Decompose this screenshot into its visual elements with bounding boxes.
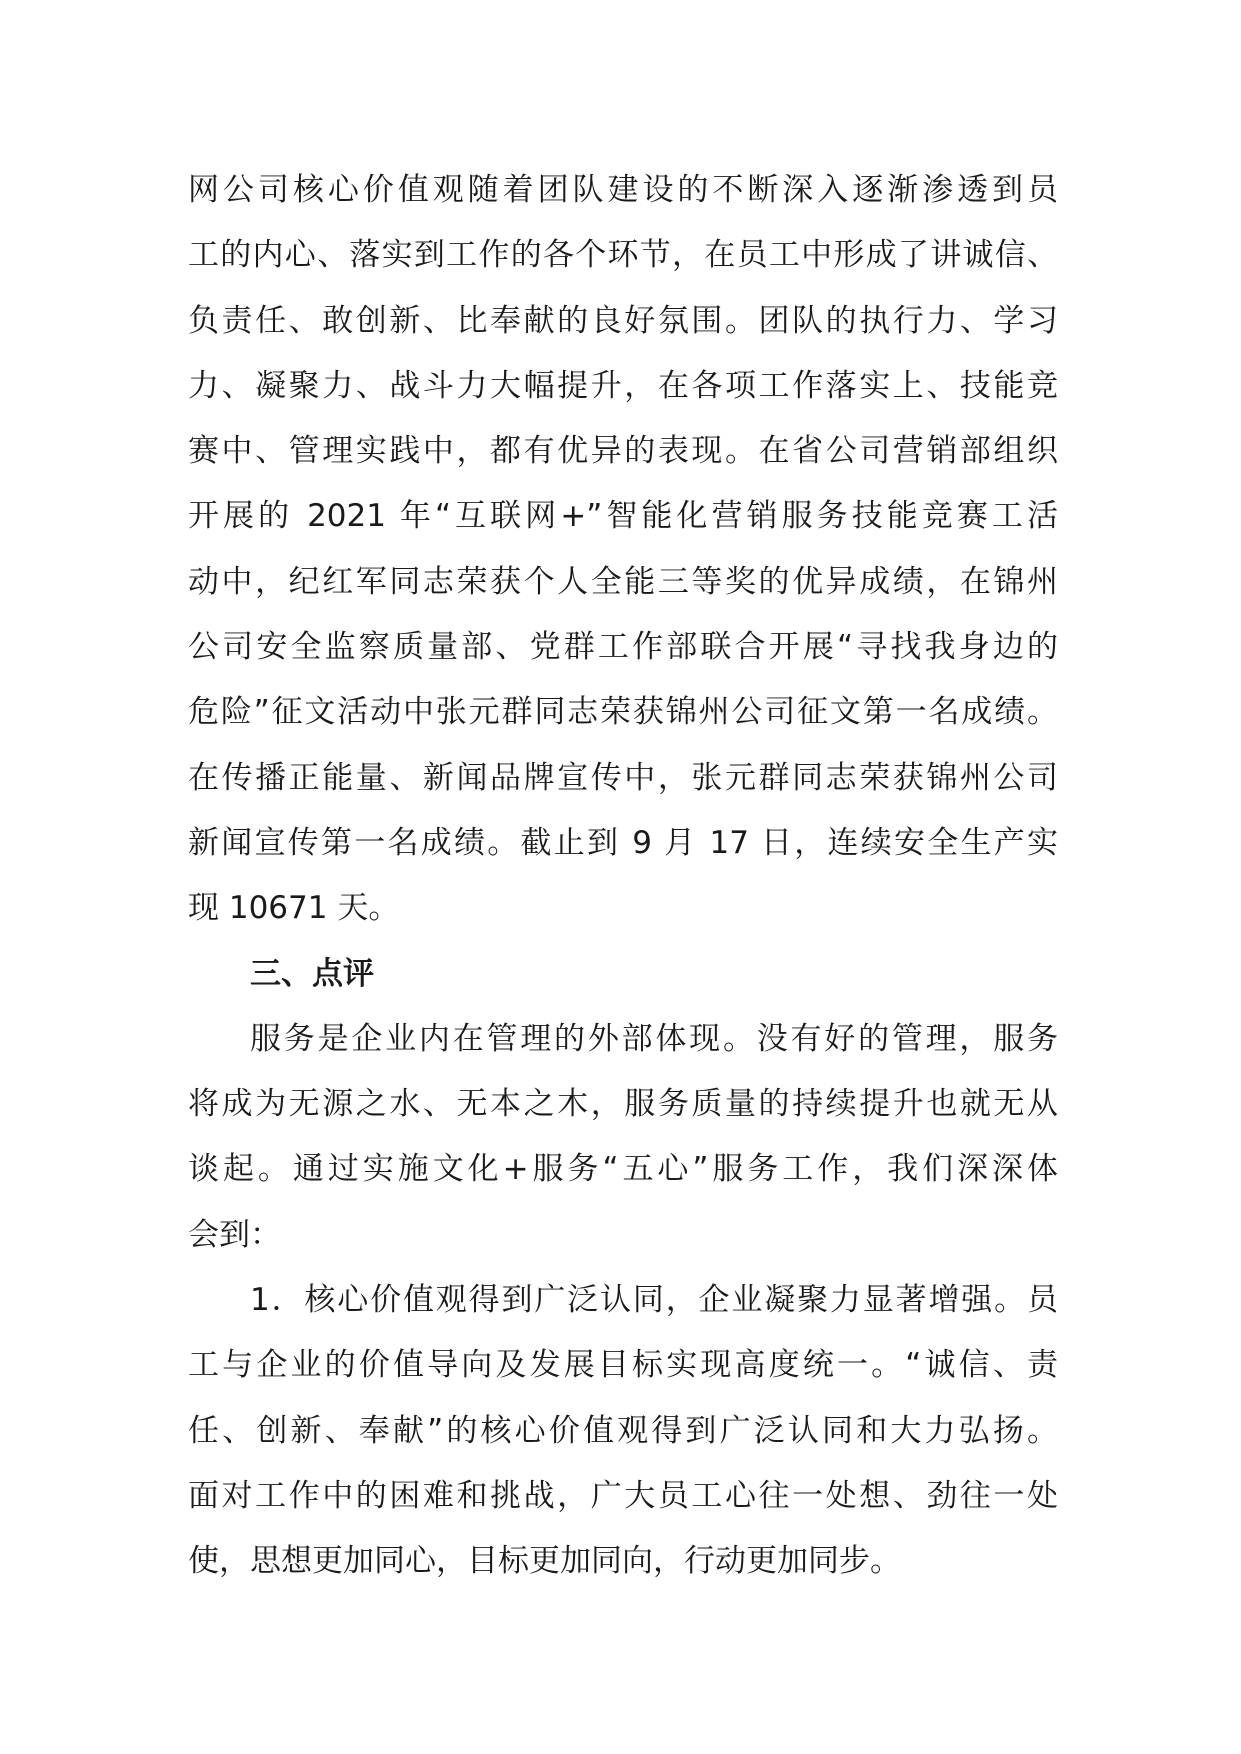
text-line: 1．核心价值观得到广泛认同，企业凝聚力显著增强。员: [250, 1282, 1058, 1319]
section-heading: [188, 942, 1058, 1007]
text-line: 动中，纪红军同志荣获个人全能三等奖的优异成绩，在锦州: [188, 563, 1058, 600]
text-line: 服务是企业内在管理的外部体现。没有好的管理，服务: [250, 1020, 1058, 1057]
text-line: 网公司核心价值观随着团队建设的不断深入逐渐渗透到员: [188, 172, 1058, 208]
text-line: 任、创新、奉献”的核心价值观得到广泛认同和大力弘扬。: [188, 1412, 1058, 1449]
text-line: 公司安全监察质量部、党群工作部联合开展“寻找我身边的: [188, 629, 1058, 666]
heading-text: 三、点评: [250, 955, 374, 992]
text-line: 开展的 2021 年“互联网+”智能化营销服务技能竞赛工活: [188, 498, 1058, 535]
text-line: 工与企业的价值导向及发展目标实现高度统一。“诚信、责: [188, 1347, 1058, 1384]
text-line: 将成为无源之水、无本之木，服务质量的持续提升也就无从: [188, 1086, 1058, 1123]
text-line: 力、凝聚力、战斗力大幅提升，在各项工作落实上、技能竞: [188, 367, 1058, 404]
text-line: 工的内心、落实到工作的各个环节，在员工中形成了讲诚信、: [188, 237, 1058, 274]
text-line: 负责任、敢创新、比奉献的良好氛围。团队的执行力、学习: [188, 302, 1058, 339]
paragraph-review: [188, 1007, 1058, 1268]
text-line: 现 10671 天。: [188, 890, 400, 927]
text-line: 使，思想更加同心，目标更加同向，行动更加同步。: [188, 1543, 901, 1580]
text-line: 新闻宣传第一名成绩。截止到 9 月 17 日，连续安全生产实: [188, 824, 1058, 861]
document-page: [188, 158, 1058, 1595]
text-line: 谈起。通过实施文化+服务“五心”服务工作，我们深深体: [188, 1151, 1058, 1188]
paragraph-team-results: [188, 158, 1058, 942]
paragraph-point-1: [188, 1268, 1058, 1594]
text-line: 赛中、管理实践中，都有优异的表现。在省公司营销部组织: [188, 433, 1058, 470]
text-line: 面对工作中的困难和挑战，广大员工心往一处想、劲往一处: [188, 1477, 1058, 1514]
text-line: 在传播正能量、新闻品牌宣传中，张元群同志荣获锦州公司: [188, 759, 1058, 796]
text-line: 会到：: [188, 1216, 281, 1253]
text-line: 危险”征文活动中张元群同志荣获锦州公司征文第一名成绩。: [188, 694, 1058, 731]
